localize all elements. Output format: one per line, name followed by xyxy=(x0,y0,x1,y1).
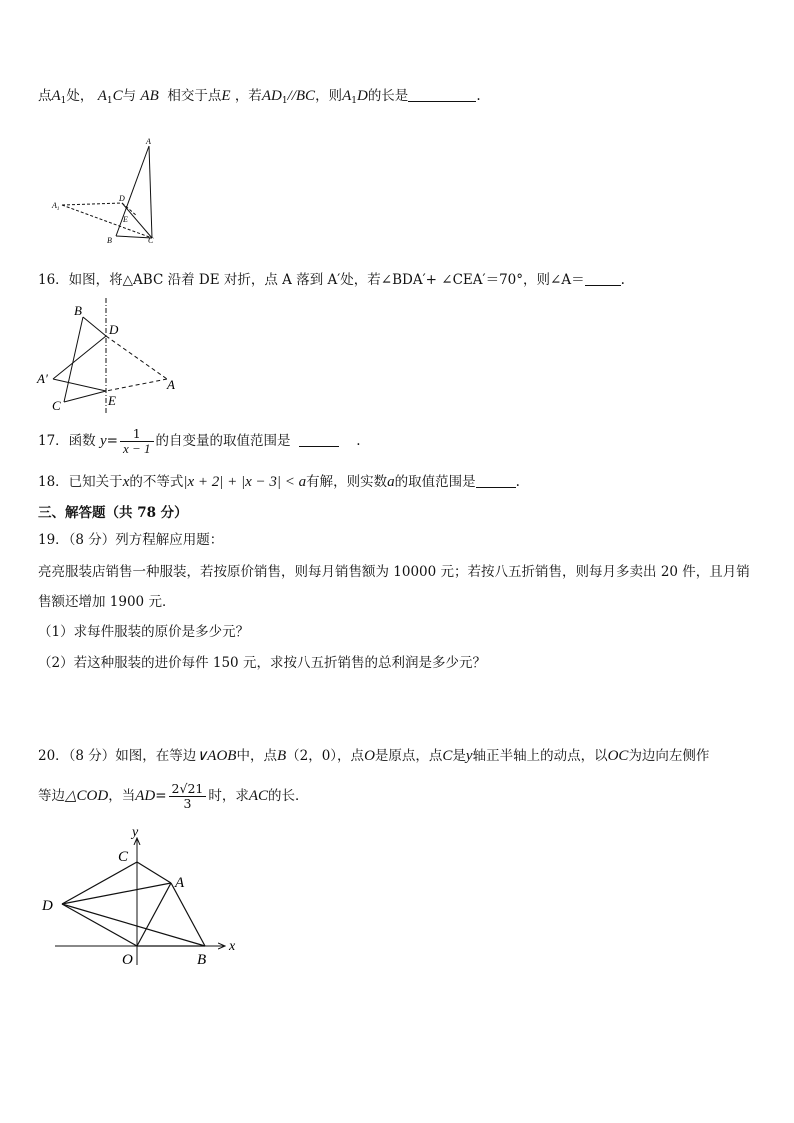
fig16-label-D: D xyxy=(109,322,119,337)
q19-part-2: （2）若这种服装的进价每件 150 元，求按八五折销售的总利润是多少元？ xyxy=(38,655,486,671)
fig15-label-A1: $A_1$ xyxy=(52,201,60,212)
fig16-label-C: C xyxy=(52,398,61,413)
fig20-label-x: x xyxy=(229,939,236,954)
fig20-label-B: B xyxy=(197,952,207,968)
fig20-label-O: O xyxy=(122,952,133,968)
q18-line: 18．已知关于x的不等式|x + 2| + |x − 3| < a有解，则实数a的取值范围是 . xyxy=(38,474,520,490)
fig20-label-y: y xyxy=(132,825,139,840)
q15-A1-a: A xyxy=(51,88,61,104)
q18-answer-blank xyxy=(476,473,516,488)
q19-line-1: 亮亮服装店销售一种服装，若按原价销售，则每月销售额为 10000 元；若按八五折销售，则每月多卖出 20 件，且月销 xyxy=(38,564,750,580)
fig16-label-A: A xyxy=(167,377,175,392)
q15-line: 点$A_1$处， $A_1C$与 AB 相交于点E ，若$AD_1//BC$，则$A_1D$的长是 . xyxy=(38,88,481,106)
section-heading: 三、解答题（共 78 分） xyxy=(38,505,188,521)
q20-line-1: 20．（8 分）如图，在等边∨AOB中，点B（2，0），点O是原点，点C是y轴正半轴上的动点，以OC为边向左侧作 xyxy=(38,748,710,764)
q20-line-2: 等边△COD，当AD= $\frac{2√21}{3}$ 时，求AC的长． xyxy=(38,781,309,811)
q17-fraction: $\frac{1}{x - 1}$ xyxy=(120,427,154,456)
q17-line: 17．函数 y= $\frac{1}{x - 1}$ 的自变量的取值范围是 . xyxy=(38,426,361,456)
fig15-label-C: C xyxy=(148,236,154,245)
q17-answer-blank xyxy=(299,432,339,447)
fig16-label-B: B xyxy=(74,303,82,318)
fig20-label-C: C xyxy=(118,849,129,865)
q16-line: 16．如图，将△ABC 沿着 DE 对折，点 A 落到 A′处，若∠BDA′+ ∠CEA′＝70°，则∠A＝ . xyxy=(38,272,625,288)
fig15-label-B: B xyxy=(107,236,112,245)
fig16-label-E: E xyxy=(108,393,116,408)
q19-part-1: （1）求每件服装的原价是多少元？ xyxy=(38,624,250,640)
q15-answer-blank xyxy=(408,87,476,102)
fig16-label-A-prime: A′ xyxy=(37,371,48,386)
q15-A1-b: A xyxy=(97,88,107,104)
fig20-label-D: D xyxy=(42,898,53,914)
q19-heading: 19．（8 分）列方程解应用题： xyxy=(38,532,224,548)
fig15-label-D: D xyxy=(119,194,125,203)
q20-fraction: $\frac{2√21}{3}$ xyxy=(169,782,207,811)
q19-line-2: 售额还增加 1900 元． xyxy=(38,594,176,610)
fig15-label-A: A xyxy=(146,137,151,146)
fig15-label-E: E xyxy=(123,215,128,224)
q16-answer-blank xyxy=(585,271,621,286)
fig20-label-A: A xyxy=(175,875,185,891)
